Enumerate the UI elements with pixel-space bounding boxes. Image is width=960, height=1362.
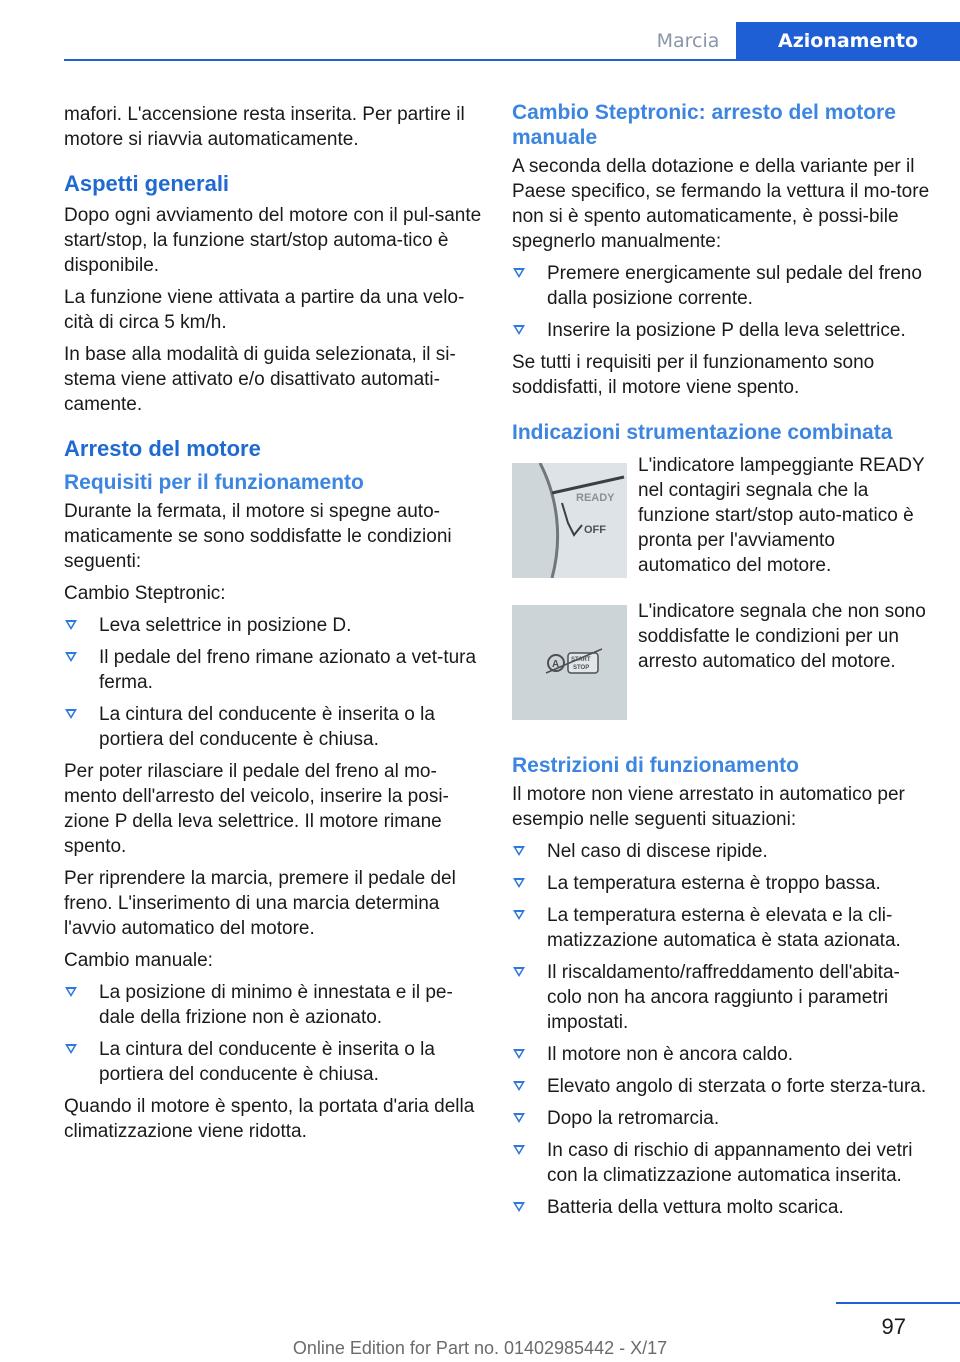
list-item: La temperatura esterna è troppo bassa. bbox=[512, 871, 932, 896]
triangle-bullet-icon bbox=[513, 910, 525, 920]
triangle-bullet-icon bbox=[65, 987, 77, 997]
list-item: Batteria della vettura molto scarica. bbox=[512, 1195, 932, 1220]
manual-stop-list bbox=[512, 261, 932, 343]
manuale-label: Cambio manuale: bbox=[64, 950, 213, 971]
heading-aspetti-generali: Aspetti generali bbox=[64, 171, 230, 196]
steptronic-result-paragraph: Se tutti i requisiti per il funzionamento sono soddisfatti, il motore viene spento. bbox=[512, 352, 875, 398]
triangle-bullet-icon bbox=[65, 620, 77, 630]
requisiti-paragraph: Durante la fermata, il motore si spegne auto-maticamente se sono soddisfatte le condizioni seguenti: bbox=[64, 501, 452, 572]
unavailable-indicator-figure bbox=[512, 599, 932, 739]
header-section-label: Marcia bbox=[656, 30, 720, 52]
unavailable-indicator-text-block bbox=[638, 599, 932, 674]
manual-conditions-list bbox=[64, 980, 484, 1087]
right-column bbox=[512, 100, 932, 1220]
left-column bbox=[64, 100, 484, 1144]
list-item: La cintura del conducente è inserita o la portiera del conducente è chiusa. bbox=[64, 702, 484, 752]
heading-steptronic-manual-stop: Cambio Steptronic: arresto del motore manuale bbox=[512, 101, 896, 149]
triangle-bullet-icon bbox=[513, 1049, 525, 1059]
heading-indicazioni: Indicazioni strumentazione combinata bbox=[512, 421, 893, 444]
svg-text:OFF: OFF bbox=[584, 524, 606, 536]
triangle-bullet-icon bbox=[65, 652, 77, 662]
header-rule bbox=[64, 59, 960, 61]
svg-text:A: A bbox=[552, 659, 560, 670]
rilascio-paragraph: Per poter rilasciare il pedale del freno al mo-mento dell'arresto del veicolo, inserire la posi-zione P della leva selettrice. Il motore rimane spento. bbox=[64, 761, 449, 857]
heading-restrizioni: Restrizioni di funzionamento bbox=[512, 754, 799, 777]
triangle-bullet-icon bbox=[513, 878, 525, 888]
heading-requisiti: Requisiti per il funzionamento bbox=[64, 471, 364, 494]
triangle-bullet-icon bbox=[65, 709, 77, 719]
page-number: 97 bbox=[881, 1314, 906, 1339]
triangle-bullet-icon bbox=[513, 1202, 525, 1212]
list-item: La posizione di minimo è innestata e il pe-dale della frizione non è azionato. bbox=[64, 980, 484, 1030]
list-item: Il pedale del freno rimane azionato a vet-tura ferma. bbox=[64, 645, 484, 695]
steptronic-conditions-list bbox=[64, 613, 484, 752]
ready-indicator-text-block bbox=[638, 453, 932, 578]
list-item: Il riscaldamento/raffreddamento dell'abita-colo non ha ancora raggiunto i parametri impostati. bbox=[512, 960, 932, 1035]
steptronic-manual-paragraph: A seconda della dotazione e della variante per il Paese specifico, se fermando la vettura il mo-tore non si è spento automaticamente, è possi-bile spegnerlo manualmente: bbox=[512, 156, 930, 252]
aspetti-paragraph-3: In base alla modalità di guida selezionata, il si-stema viene attivato e/o disattivato automati-camente. bbox=[64, 344, 456, 415]
ready-indicator-figure bbox=[512, 453, 932, 593]
aspetti-paragraph-1: Dopo ogni avviamento del motore con il pul-sante start/stop, la funzione start/stop automa-tico è disponibile. bbox=[64, 205, 482, 276]
svg-text:START: START bbox=[571, 657, 591, 663]
restrizioni-paragraph: Il motore non viene arrestato in automatico per esempio nelle seguenti situazioni: bbox=[512, 784, 905, 830]
svg-text:READY: READY bbox=[576, 492, 615, 504]
aria-paragraph: Quando il motore è spento, la portata d'aria della climatizzazione viene ridotta. bbox=[64, 1096, 475, 1142]
tachometer-ready-image bbox=[512, 463, 627, 578]
ready-indicator-text: L'indicatore lampeggiante READY nel contagiri segnala che la funzione start/stop auto-matico è pronta per l'avviamento automatico del motore. bbox=[638, 455, 925, 576]
heading-arresto-motore: Arresto del motore bbox=[64, 436, 261, 461]
list-item: Leva selettrice in posizione D. bbox=[64, 613, 484, 638]
header-active-tab: Azionamento bbox=[736, 22, 960, 61]
list-item: In caso di rischio di appannamento dei vetri con la climatizzazione automatica inserita. bbox=[512, 1138, 932, 1188]
list-item: La cintura del conducente è inserita o la portiera del conducente è chiusa. bbox=[64, 1037, 484, 1087]
list-item: La temperatura esterna è elevata e la cli-matizzazione automatica è stata azionata. bbox=[512, 903, 932, 953]
list-item: Premere energicamente sul pedale del freno dalla posizione corrente. bbox=[512, 261, 932, 311]
list-item: Elevato angolo di sterzata o forte sterza-tura. bbox=[512, 1074, 932, 1099]
intro-paragraph: mafori. L'accensione resta inserita. Per partire il motore si riavvia automaticamente. bbox=[64, 104, 465, 150]
edition-footer: Online Edition for Part no. 01402985442 - X/17 bbox=[292, 1338, 668, 1358]
restrictions-list bbox=[512, 839, 932, 1220]
footer-rule bbox=[836, 1302, 960, 1304]
triangle-bullet-icon bbox=[513, 268, 525, 278]
unavailable-indicator-text: L'indicatore segnala che non sono soddisfatte le condizioni per un arresto automatico del motore. bbox=[638, 601, 926, 672]
list-item: Dopo la retromarcia. bbox=[512, 1106, 932, 1131]
triangle-bullet-icon bbox=[513, 1145, 525, 1155]
start-stop-warning-image bbox=[512, 605, 627, 720]
svg-text:STOP: STOP bbox=[573, 665, 590, 671]
list-item: Nel caso di discese ripide. bbox=[512, 839, 932, 864]
triangle-bullet-icon bbox=[513, 1113, 525, 1123]
triangle-bullet-icon bbox=[65, 1044, 77, 1054]
triangle-bullet-icon bbox=[513, 1081, 525, 1091]
triangle-bullet-icon bbox=[513, 325, 525, 335]
steptronic-label: Cambio Steptronic: bbox=[64, 583, 226, 604]
triangle-bullet-icon bbox=[513, 967, 525, 977]
list-item: Il motore non è ancora caldo. bbox=[512, 1042, 932, 1067]
list-item: Inserire la posizione P della leva selettrice. bbox=[512, 318, 932, 343]
triangle-bullet-icon bbox=[513, 846, 525, 856]
aspetti-paragraph-2: La funzione viene attivata a partire da una velo-cità di circa 5 km/h. bbox=[64, 287, 465, 333]
riprendere-paragraph: Per riprendere la marcia, premere il pedale del freno. L'inserimento di una marcia determina l'avvio automatico del motore. bbox=[64, 868, 456, 939]
